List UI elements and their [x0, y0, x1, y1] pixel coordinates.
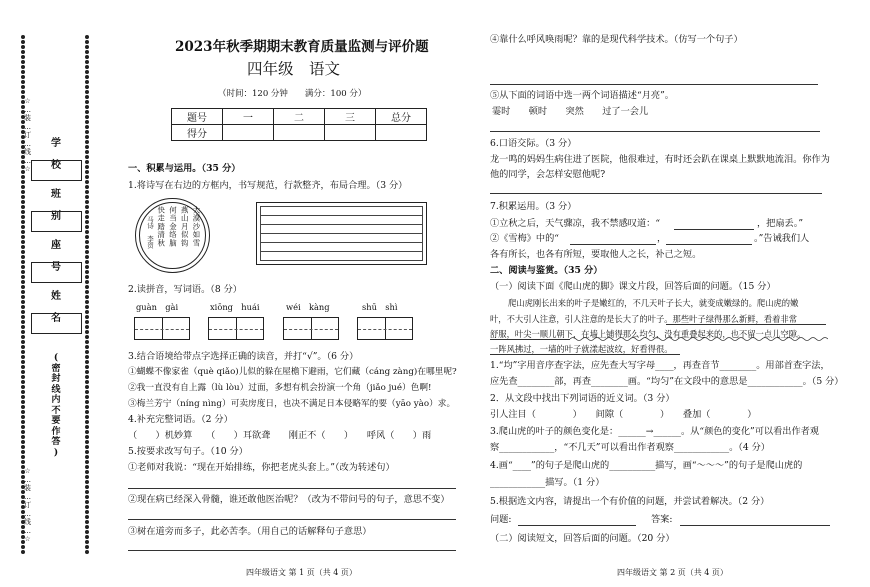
- q3-item-3: ③梅兰芳宁（níng nìng）可卖房度日，也决不满足日本侵略军的要（yāo yào）求。: [128, 399, 456, 409]
- binding-dot: [85, 175, 89, 179]
- q6-text: 6.口语交际。（3 分）: [490, 138, 577, 149]
- binding-dot: [21, 410, 25, 414]
- binding-dot: [21, 190, 25, 194]
- pinyin-1: guàn gài: [136, 302, 179, 312]
- char-box-2[interactable]: [208, 317, 264, 340]
- binding-dot: [85, 360, 89, 364]
- binding-dot: [85, 100, 89, 104]
- binding-dot: [85, 505, 89, 509]
- pinyin-3: wéi kàng: [286, 302, 330, 312]
- poem-col: 马诗 李贺: [146, 216, 154, 249]
- q4-body[interactable]: （ ）机妙算 （ ）耳欲聋 刚正不（ ） 呼风（ ）雨: [128, 430, 432, 441]
- rq4-text: 4.画“____”的句子是爬山虎的__________描写，画“～～～”的句子是爬山虎的: [490, 460, 803, 471]
- seat-label: 座 号: [51, 240, 61, 273]
- class-box[interactable]: [31, 211, 82, 232]
- binding-dot: [21, 330, 25, 334]
- q2-text: 2.读拼音，写词语。（8 分）: [128, 284, 242, 295]
- binding-dot: [85, 545, 89, 549]
- class-label: 班 别: [51, 189, 61, 222]
- school-box[interactable]: [31, 160, 82, 181]
- binding-dot: [85, 415, 89, 419]
- section2-heading: 二、阅读与鉴赏。（35 分）: [490, 265, 603, 276]
- binding-dot: [21, 80, 25, 84]
- binding-cut-text-bottom: ☆ … 装 … 订 … 线 … ☆: [24, 467, 31, 543]
- score-header: 三: [325, 109, 376, 125]
- binding-dot: [85, 455, 89, 459]
- rq3-text-2: 察____________，“不几天”可以看出作者观察____________。（4 分）: [490, 442, 770, 453]
- binding-dot: [21, 250, 25, 254]
- binding-dot: [85, 550, 89, 554]
- q7-text: 7.积累运用。（3 分）: [490, 201, 577, 212]
- binding-dot: [85, 255, 89, 259]
- binding-dot: [85, 250, 89, 254]
- binding-dot: [85, 55, 89, 59]
- binding-dot: [85, 190, 89, 194]
- binding-dot: [85, 140, 89, 144]
- binding-dot: [85, 535, 89, 539]
- score-cell[interactable]: [274, 125, 325, 141]
- binding-dot: [21, 455, 25, 459]
- binding-dot: [21, 395, 25, 399]
- binding-dot: [21, 290, 25, 294]
- passage-line-3: 舒服，叶尖一顺儿朝下，在墙上铺得那么均匀，没有重叠起来的，也不留一点儿空隙。: [490, 329, 806, 339]
- q6-body: 龙一鸣的妈妈生病住进了医院，他很难过，有时还会趴在课桌上默默地流泪。你作为: [490, 154, 830, 165]
- binding-dot: [21, 185, 25, 189]
- binding-dot: [85, 355, 89, 359]
- binding-dot: [85, 185, 89, 189]
- binding-dot: [85, 470, 89, 474]
- score-header: 题号: [172, 109, 223, 125]
- binding-dot: [21, 320, 25, 324]
- binding-dot: [21, 45, 25, 49]
- passage-line-1: 爬山虎刚长出来的叶子是嫩红的，不几天叶子长大，就变成嫩绿的。爬山虎的嫩: [508, 298, 799, 308]
- binding-dot: [21, 265, 25, 269]
- binding-dot: [21, 235, 25, 239]
- binding-dot: [21, 245, 25, 249]
- binding-dot: [21, 200, 25, 204]
- binding-dot: [21, 210, 25, 214]
- q5-item-4: ④靠什么呼风唤雨呢？靠的是现代科学技术。（仿写一个句子）: [490, 34, 743, 45]
- binding-dot: [85, 60, 89, 64]
- binding-dot: [21, 415, 25, 419]
- poem-seal: [135, 198, 210, 273]
- q4-text: 4.补充完整词语。（2 分）: [128, 414, 233, 425]
- binding-dot: [85, 380, 89, 384]
- binding-dot: [85, 130, 89, 134]
- binding-dot: [85, 245, 89, 249]
- binding-dot: [85, 405, 89, 409]
- binding-dot: [21, 335, 25, 339]
- name-box[interactable]: [31, 313, 82, 334]
- binding-dot: [21, 75, 25, 79]
- pinyin-4: shū shì: [362, 302, 398, 312]
- binding-dot: [85, 285, 89, 289]
- binding-dot: [85, 195, 89, 199]
- answer-line[interactable]: [674, 229, 754, 230]
- q7-item-2c: 。”告诫我们人: [754, 233, 810, 244]
- binding-dot: [21, 425, 25, 429]
- binding-dot: [85, 215, 89, 219]
- binding-dot: [85, 520, 89, 524]
- poem-col: 燕山月似钩: [180, 206, 190, 247]
- answer-line[interactable]: [128, 488, 456, 489]
- score-row-label: 得分: [172, 125, 223, 141]
- binding-dot: [85, 205, 89, 209]
- binding-dot: [85, 260, 89, 264]
- binding-dot: [85, 145, 89, 149]
- binding-dot: [21, 385, 25, 389]
- page-footer-left: 四年级语文 第 1 页（共 4 页）: [246, 568, 357, 577]
- q7-item-2b: ，: [657, 233, 667, 244]
- binding-dot: [85, 410, 89, 414]
- binding-dot: [85, 330, 89, 334]
- binding-dot: [85, 320, 89, 324]
- binding-dot: [85, 435, 89, 439]
- binding-dot: [21, 305, 25, 309]
- binding-dot: [85, 500, 89, 504]
- straight-underline-mark: [490, 354, 680, 355]
- binding-dot: [21, 550, 25, 554]
- binding-dot: [21, 295, 25, 299]
- poem-col: 大漠沙如雪: [192, 206, 201, 247]
- binding-dot: [21, 450, 25, 454]
- binding-dot: [21, 220, 25, 224]
- binding-dot: [85, 530, 89, 534]
- binding-dot: [85, 95, 89, 99]
- q5-item-2: ②现在病已经深入骨髓，谁还敢他医治呢？（改为不带问号的句子，意思不变）: [128, 494, 450, 505]
- char-box-4[interactable]: [357, 317, 413, 340]
- binding-dot: [85, 350, 89, 354]
- binding-dot: [85, 45, 89, 49]
- binding-dot: [85, 390, 89, 394]
- binding-dot: [21, 180, 25, 184]
- binding-dot: [21, 430, 25, 434]
- binding-dot: [85, 310, 89, 314]
- binding-dot: [85, 210, 89, 214]
- rq1-text-2: 应先查________部，再查________画。“均匀”在文段中的意思是____________。（5 分）: [490, 376, 844, 387]
- binding-dot: [21, 310, 25, 314]
- rq2-text-2[interactable]: 引人注目（ ） 间隙（ ） 叠加（ ）: [490, 409, 757, 420]
- binding-dot: [21, 60, 25, 64]
- binding-dot: [21, 240, 25, 244]
- wavy-underline-mark: [570, 336, 828, 342]
- binding-dot: [85, 445, 89, 449]
- binding-dot: [21, 215, 25, 219]
- binding-dot: [21, 545, 25, 549]
- binding-dot: [21, 340, 25, 344]
- q6-body-2: 他的同学，会怎样安慰他呢?: [490, 169, 606, 180]
- binding-dot: [85, 120, 89, 124]
- binding-dot: [21, 70, 25, 74]
- poem-writing-box[interactable]: [256, 202, 427, 265]
- rq2-text: 2．从文段中找出下列词语的近义词。（3 分）: [490, 393, 675, 404]
- binding-dot: [21, 380, 25, 384]
- binding-dot: [21, 40, 25, 44]
- binding-dot: [21, 275, 25, 279]
- answer-line[interactable]: [490, 84, 818, 85]
- binding-dot: [85, 265, 89, 269]
- binding-dot: [85, 485, 89, 489]
- binding-dot: [85, 80, 89, 84]
- pinyin-2: xiōng huái: [210, 302, 260, 312]
- q5-item-3: ③树在道旁而多子，此必苦李。（用自己的话解释句子意思）: [128, 526, 372, 537]
- binding-dot: [85, 290, 89, 294]
- binding-dot: [85, 235, 89, 239]
- binding-dot: [85, 370, 89, 374]
- q5-text: 5.按要求改写句子。（10 分）: [128, 446, 248, 457]
- binding-dot: [21, 50, 25, 54]
- binding-dot: [85, 90, 89, 94]
- seal-notice: ( 密 封 线 内 不 要 作 答 ): [51, 353, 61, 458]
- binding-dot: [85, 135, 89, 139]
- binding-dot: [85, 110, 89, 114]
- binding-dot: [21, 195, 25, 199]
- binding-dot: [21, 230, 25, 234]
- answer-line[interactable]: [666, 244, 752, 245]
- answer-line[interactable]: [490, 193, 822, 194]
- answer-line[interactable]: [518, 525, 636, 526]
- binding-dot: [85, 340, 89, 344]
- exam-title: 2023年秋季期期末教育质量监测与评价题: [175, 39, 429, 55]
- answer-line[interactable]: [680, 525, 830, 526]
- answer-line[interactable]: [128, 550, 456, 551]
- binding-dot: [85, 280, 89, 284]
- binding-dot: [21, 280, 25, 284]
- binding-dot: [85, 115, 89, 119]
- rq5-question-label: 问题:: [490, 514, 512, 525]
- binding-dot: [85, 85, 89, 89]
- q3-item-1: ①蝴蝶不像家雀（què qiǎo)儿似的躲在屋檐下避雨，它们藏（cáng zàng)在哪里呢?: [128, 367, 457, 377]
- binding-dot: [21, 65, 25, 69]
- binding-dot: [21, 255, 25, 259]
- score-header: 总分: [376, 109, 427, 125]
- q3-item-2: ②我一直没有自上露（lù lòu）过面，多想有机会扮演一个角（jiǎo jué）色啊!: [128, 383, 432, 393]
- straight-underline-mark: [666, 324, 826, 325]
- binding-dot: [21, 205, 25, 209]
- score-cell[interactable]: [223, 125, 274, 141]
- binding-dot: [21, 390, 25, 394]
- binding-dot: [21, 400, 25, 404]
- binding-dot: [21, 365, 25, 369]
- exam-subtitle: 四年级 语文: [247, 60, 341, 78]
- binding-dot: [21, 325, 25, 329]
- binding-dot: [85, 75, 89, 79]
- binding-dot: [21, 420, 25, 424]
- q7-item-1a: ①立秋之后，天气骤凉，我不禁感叹道：“: [490, 218, 661, 229]
- binding-dot: [85, 295, 89, 299]
- binding-dot: [21, 460, 25, 464]
- reading1-instruction: （一）阅读下面《爬山虎的脚》课文片段，回答后面的问题。（15 分）: [490, 281, 776, 292]
- binding-dot: [85, 50, 89, 54]
- rq3-text: 3.爬山虎的叶子的颜色变化是：______→______。从“颜色的变化”可以看出作者观: [490, 426, 820, 437]
- binding-dot: [85, 465, 89, 469]
- binding-dot: [85, 515, 89, 519]
- score-header: 二: [274, 109, 325, 125]
- q5-word-options: 霎时 顿时 突然 过了一会儿: [492, 106, 649, 117]
- binding-dot: [85, 425, 89, 429]
- binding-dot: [85, 35, 89, 39]
- binding-dot: [85, 540, 89, 544]
- binding-dot: [85, 275, 89, 279]
- binding-dot: [21, 285, 25, 289]
- binding-dots-right: [83, 34, 90, 554]
- q5-item-5: ⑤从下面的词语中选一两个词语描述“月亮”。: [490, 90, 674, 101]
- binding-dot: [85, 420, 89, 424]
- q7-item-1b: ，把扇丢。”: [757, 218, 804, 229]
- rq4-text-2: ____________描写。（1 分）: [490, 477, 605, 488]
- binding-dot: [21, 260, 25, 264]
- binding-dot: [85, 70, 89, 74]
- binding-dot: [85, 345, 89, 349]
- binding-dot: [85, 315, 89, 319]
- rq1-text: 1.“均”字用音序查字法，应先查大写字母____，再查音节________。用部首查字法，: [490, 360, 830, 371]
- name-label: 姓 名: [51, 291, 61, 324]
- binding-dot: [85, 480, 89, 484]
- binding-dot: [85, 510, 89, 514]
- page-footer-right: 四年级语文 第 2 页（共 4 页）: [617, 568, 728, 577]
- answer-line[interactable]: [570, 244, 656, 245]
- binding-dot: [21, 405, 25, 409]
- binding-dot: [21, 300, 25, 304]
- binding-dot: [21, 55, 25, 59]
- binding-dot: [85, 335, 89, 339]
- binding-dot: [85, 395, 89, 399]
- binding-dot: [21, 315, 25, 319]
- binding-dot: [21, 360, 25, 364]
- binding-dot: [85, 495, 89, 499]
- poem-col: 快走踏清秋: [156, 206, 166, 247]
- binding-dot: [21, 375, 25, 379]
- binding-dot: [85, 365, 89, 369]
- binding-dot: [85, 450, 89, 454]
- binding-dot: [21, 35, 25, 39]
- rq5-text: 5.根据选文内容，请提出一个有价值的问题，并尝试着解决。（2 分）: [490, 496, 770, 507]
- binding-dot: [85, 385, 89, 389]
- binding-dot: [21, 270, 25, 274]
- binding-dot: [21, 350, 25, 354]
- school-label: 学 校: [51, 138, 61, 171]
- binding-dot: [85, 475, 89, 479]
- binding-dot: [85, 430, 89, 434]
- binding-dot: [85, 460, 89, 464]
- binding-dot: [85, 105, 89, 109]
- binding-dot: [85, 525, 89, 529]
- reading2-instruction: （二）阅读短文，回答后面的问题。（20 分）: [490, 533, 675, 544]
- binding-dot: [85, 490, 89, 494]
- char-box-1[interactable]: [134, 317, 190, 340]
- score-header: 一: [223, 109, 274, 125]
- passage-line-4: 一阵风拂过，一墙的叶子就漾起波纹，好看得很。: [490, 344, 673, 354]
- q7-item-2a: ②《雪梅》中的“: [490, 233, 560, 244]
- score-cell[interactable]: [376, 125, 427, 141]
- binding-dot: [85, 180, 89, 184]
- binding-dot: [85, 270, 89, 274]
- score-table: [171, 108, 427, 141]
- binding-dot: [21, 370, 25, 374]
- answer-line[interactable]: [128, 519, 456, 520]
- binding-dot: [85, 225, 89, 229]
- rq5-answer-label: 答案:: [651, 514, 673, 525]
- score-cell[interactable]: [325, 125, 376, 141]
- binding-dot: [21, 225, 25, 229]
- binding-dot: [21, 445, 25, 449]
- poem-col: 何当金络脑: [168, 206, 178, 247]
- q7-item-2d: 各有所长，也各有所短，要取他人之长，补己之短。: [490, 249, 702, 260]
- binding-dot: [85, 240, 89, 244]
- binding-dot: [21, 355, 25, 359]
- passage-line-2: 叶，不大引人注意，引人注意的是长大了的叶子。那些叶子绿得那么新鲜，看着非常: [490, 314, 797, 324]
- binding-dot: [85, 40, 89, 44]
- binding-cut-text-top: ☆ … 装 … 订 … 线 … ☆: [24, 97, 31, 173]
- binding-dot: [21, 435, 25, 439]
- binding-dot: [85, 325, 89, 329]
- binding-dot: [85, 375, 89, 379]
- straight-underline-mark: [490, 339, 570, 340]
- binding-dot: [85, 165, 89, 169]
- binding-dot: [85, 150, 89, 154]
- binding-dot: [85, 220, 89, 224]
- binding-dot: [85, 400, 89, 404]
- exam-info: （时间：120 分钟 满分：100 分）: [218, 89, 367, 99]
- answer-line[interactable]: [490, 131, 820, 132]
- binding-dot: [85, 200, 89, 204]
- seat-box[interactable]: [31, 262, 82, 283]
- binding-dot: [21, 440, 25, 444]
- q3-text: 3.结合语境给带点字选择正确的读音，并打“√”。（6 分）: [128, 351, 359, 362]
- binding-dot: [21, 175, 25, 179]
- binding-dot: [85, 300, 89, 304]
- char-box-3[interactable]: [283, 317, 339, 340]
- binding-dot: [85, 305, 89, 309]
- binding-dot: [85, 125, 89, 129]
- q1-text: 1.将诗写在右边的方框内，书写规范，行款整齐，布局合理。（3 分）: [128, 180, 408, 191]
- binding-dot: [85, 230, 89, 234]
- binding-dot: [21, 90, 25, 94]
- binding-dot: [85, 160, 89, 164]
- binding-dot: [85, 170, 89, 174]
- section1-heading: 一、积累与运用。（35 分）: [128, 163, 241, 174]
- binding-dot: [85, 440, 89, 444]
- q5-item-1: ①老师对我说：“现在开始排练，你把老虎头套上。”（改为转述句）: [128, 462, 395, 473]
- binding-dot: [21, 85, 25, 89]
- binding-dot: [85, 155, 89, 159]
- binding-dot: [85, 65, 89, 69]
- binding-dot: [21, 345, 25, 349]
